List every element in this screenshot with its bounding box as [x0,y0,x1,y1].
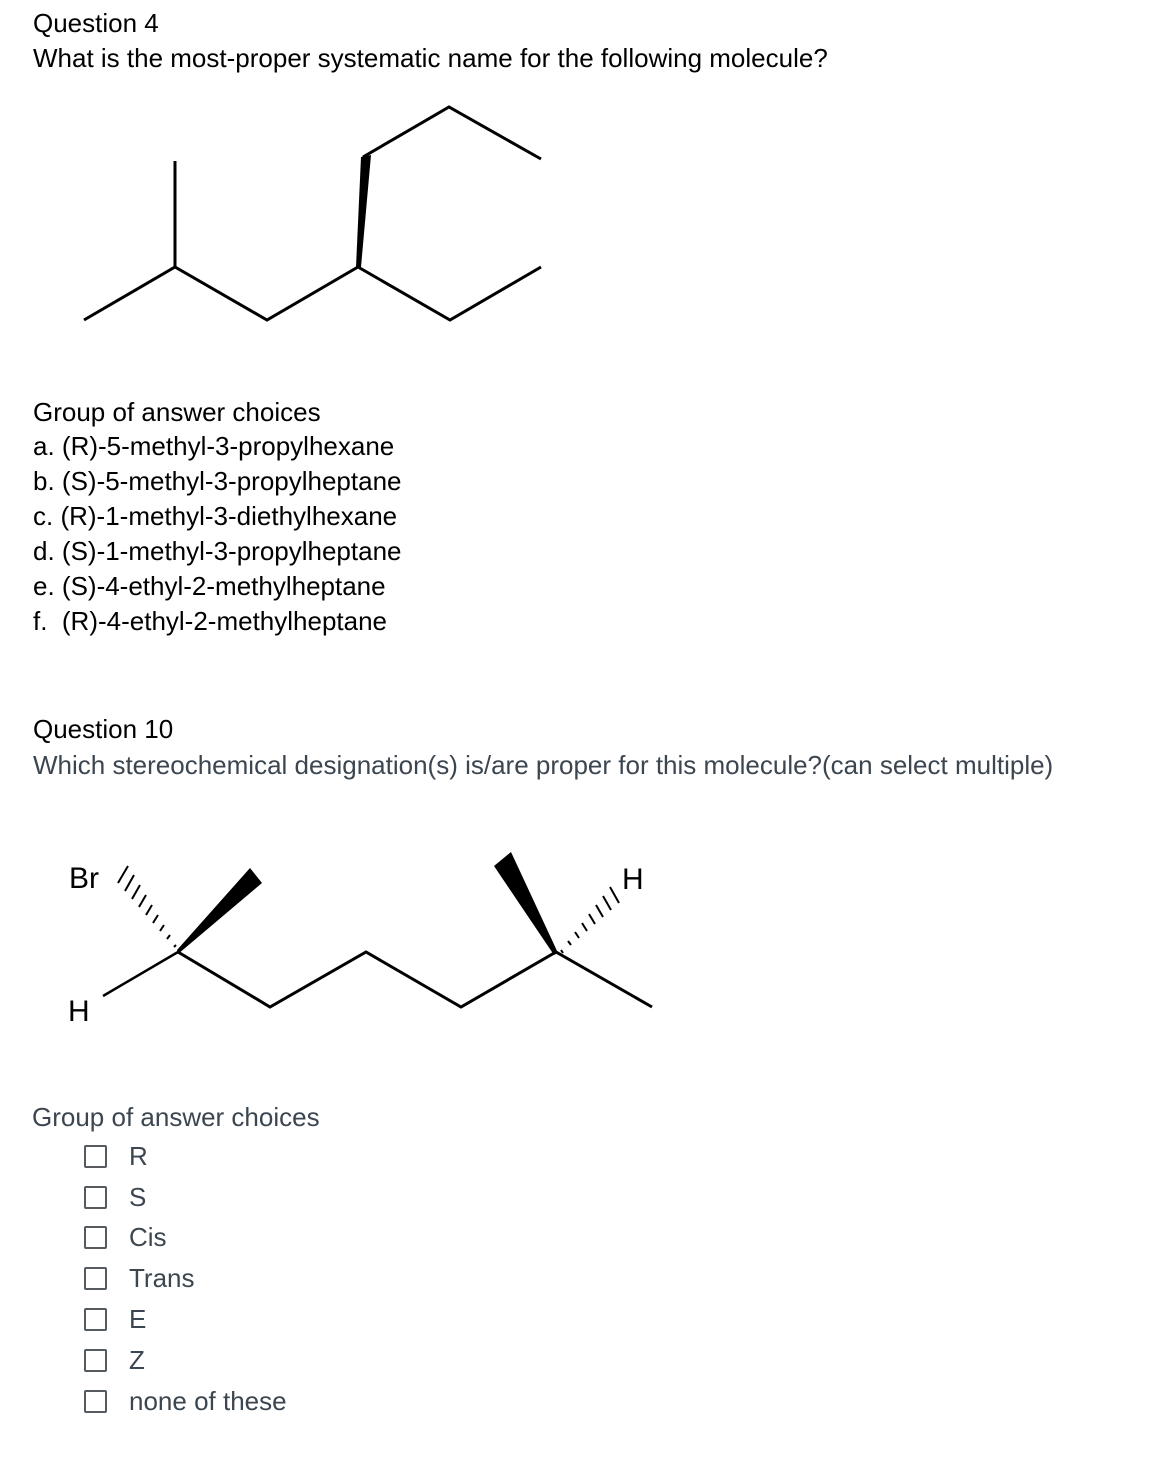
option-e[interactable] [84,1299,287,1340]
checkbox-cis[interactable] [84,1226,107,1249]
option-label-cis: Cis [129,1222,167,1253]
option-cis[interactable] [84,1218,287,1259]
q10-left-wedge-bond [177,868,262,954]
question-10-group-label: Group of answer choices [32,1102,320,1132]
question-4-prompt: What is the most-proper systematic name for the following molecule? [33,43,828,73]
option-label-none-of-these: none of these [129,1385,287,1416]
option-none-of-these[interactable] [84,1381,287,1422]
checkbox-z[interactable] [84,1349,107,1372]
choice-c[interactable]: c. (R)-1-methyl-3-diethylhexane [33,501,398,531]
option-s[interactable] [84,1177,287,1218]
question-10-prompt: Which stereochemical designation(s) is/are proper for this molecule?(can select multiple) [33,750,1054,780]
choice-f[interactable]: f. (R)-4-ethyl-2-methylheptane [33,606,388,636]
atom-label-br: Br [69,862,99,895]
question-10-molecule-diagram [0,820,700,1040]
checkbox-e[interactable] [84,1308,107,1331]
question-10-title: Question 10 [33,714,174,744]
atom-label-h-right: H [622,863,644,896]
checkbox-s[interactable] [84,1186,107,1209]
q10-main-chain-bond [178,952,652,1007]
checkbox-none-of-these[interactable] [84,1390,107,1413]
checkbox-r[interactable] [84,1145,107,1168]
choice-e[interactable]: e. (S)-4-ethyl-2-methylheptane [33,571,386,601]
option-label-r: R [129,1140,148,1171]
q4-wedge-bond [356,155,371,267]
choice-b[interactable]: b. (S)-5-methyl-3-propylheptane [33,466,402,496]
q10-left-hash-bond [118,866,176,947]
question-4-molecule-diagram [0,0,600,340]
option-z[interactable] [84,1340,287,1381]
question-10-option-list [84,1136,287,1422]
q10-right-wedge-bond [494,852,558,955]
atom-label-h-left: H [68,995,90,1028]
option-label-e: E [129,1304,147,1335]
option-r[interactable] [84,1136,287,1177]
choice-d[interactable]: d. (S)-1-methyl-3-propylheptane [33,536,402,566]
checkbox-trans[interactable] [84,1267,107,1290]
question-4-group-label: Group of answer choices [33,397,321,427]
q10-h-left-bond [103,952,178,996]
option-label-s: S [129,1181,147,1212]
option-trans[interactable] [84,1258,287,1299]
question-4-title: Question 4 [33,8,159,38]
option-label-trans: Trans [129,1263,195,1294]
q4-main-chain-bond [84,267,541,320]
q10-right-hash-bond [561,887,619,953]
q4-ethyl-bond [363,107,541,159]
choice-a[interactable]: a. (R)-5-methyl-3-propylhexane [33,431,395,461]
question-4-choice-list [33,429,402,639]
option-label-z: Z [129,1344,145,1375]
